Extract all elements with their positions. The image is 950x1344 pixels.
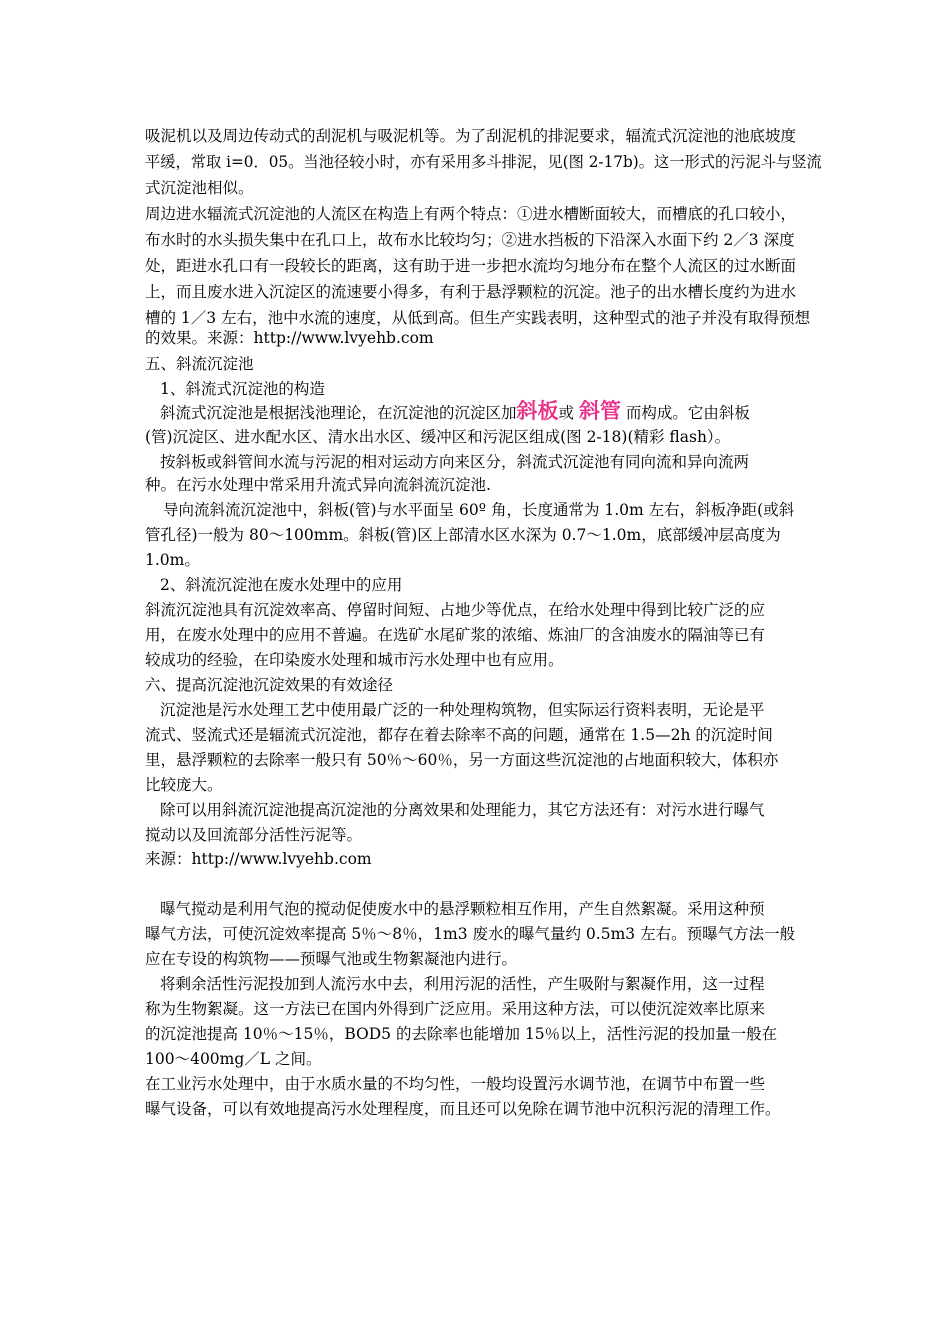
section-heading-6: 六、提高沉淀池沉淀效果的有效途径 xyxy=(145,676,394,694)
paragraph-line: 曝气方法，可使沉淀效率提高 5％～8％，1m3 废水的曝气量约 0.5m3 左右。预曝气方法一般 xyxy=(145,925,796,943)
source-line: 来源：http://www.lvyehb.com xyxy=(145,850,372,868)
paragraph-line: 式沉淀池相似。 xyxy=(145,179,254,197)
subsection-heading-5-2: 2、斜流沉淀池在废水处理中的应用 xyxy=(160,576,403,594)
paragraph-line: 的沉淀池提高 10％～15％，BOD5 的去除率也能增加 15％以上，活性污泥的投加量一般在 xyxy=(145,1025,778,1043)
paragraph-text: 斜流式沉淀池是根据浅池理论，在沉淀池的沉淀区加 xyxy=(160,404,517,422)
paragraph-line: 管孔径)一般为 80～100mm。斜板(管)区上部清水区水深为 0.7～1.0m，底部缓冲层高度为 xyxy=(145,526,781,544)
paragraph-line: 将剩余活性污泥投加到人流污水中去，利用污泥的活性，产生吸附与絮凝作用，这一过程 xyxy=(160,975,765,993)
paragraph-line: 平缓，常取 i=0．05。当池径较小时，亦有采用多斗排泥，见(图 2-17b)。这一形式的污泥斗与竖流 xyxy=(145,153,822,171)
paragraph-line: 吸泥机以及周边传动式的刮泥机与吸泥机等。为了刮泥机的排泥要求，辐流式沉淀池的池底坡度 xyxy=(145,127,797,145)
paragraph-line: 1.0m。 xyxy=(145,551,200,569)
paragraph-line-with-highlights xyxy=(160,398,750,424)
paragraph-line: 曝气搅动是利用气泡的搅动促使废水中的悬浮颗粒相互作用，产生自然絮凝。采用这种预 xyxy=(160,900,765,918)
paragraph-line: 在工业污水处理中，由于水质水量的不均匀性，一般均设置污水调节池，在调节中布置一些 xyxy=(145,1075,766,1093)
highlight-keyword-inclined-tube: 斜管 xyxy=(578,399,621,423)
paragraph-line: 上，而且废水进入沉淀区的流速要小得多，有利于悬浮颗粒的沉淀。池子的出水槽长度约为进水 xyxy=(145,283,797,301)
paragraph-line: 称为生物絮凝。这一方法已在国内外得到广泛应用。采用这种方法，可以使沉淀效率比原来 xyxy=(145,1000,766,1018)
paragraph-line: 按斜板或斜管间水流与污泥的相对运动方向来区分，斜流式沉淀池有同向流和异向流两 xyxy=(160,453,750,471)
paragraph-line: 搅动以及回流部分活性污泥等。 xyxy=(145,826,363,844)
source-link-line: 的效果。来源：http://www.lvyehb.com xyxy=(145,329,434,347)
paragraph-line: 导向流斜流沉淀池中，斜板(管)与水平面呈 60º 角，长度通常为 1.0m 左右，斜板净距(或斜 xyxy=(163,501,795,519)
subsection-heading-5-1: 1、斜流式沉淀池的构造 xyxy=(160,380,325,398)
paragraph-line: (管)沉淀区、进水配水区、清水出水区、缓冲区和污泥区组成(图 2-18)(精彩 flash）。 xyxy=(145,428,731,446)
paragraph-line: 斜流沉淀池具有沉淀效率高、停留时间短、占地少等优点，在给水处理中得到比较广泛的应 xyxy=(145,601,766,619)
paragraph-line: 布水时的水头损失集中在孔口上，故布水比较均匀；②进水挡板的下沿深入水面下约 2／3 深度 xyxy=(145,231,795,249)
paragraph-line: 里，悬浮颗粒的去除率一般只有 50％～60％，另一方面这些沉淀池的占地面积较大，体积亦 xyxy=(145,751,779,769)
paragraph-line: 种。在污水处理中常采用升流式异向流斜流沉淀池. xyxy=(145,476,491,494)
paragraph-text: 而构成。它由斜板 xyxy=(620,404,750,422)
paragraph-line: 周边进水辐流式沉淀池的人流区在构造上有两个特点：①进水槽断面较大，而槽底的孔口较小， xyxy=(145,205,797,223)
paragraph-line: 槽的 1／3 左右，池中水流的速度，从低到高。但生产实践表明，这种型式的池子并没有取得预想 xyxy=(145,309,811,327)
paragraph-line: 较成功的经验，在印染废水处理和城市污水处理中也有应用。 xyxy=(145,651,564,669)
paragraph-text: 或 xyxy=(558,404,579,422)
highlight-keyword-inclined-plate: 斜板 xyxy=(516,399,559,423)
paragraph-line: 用，在废水处理中的应用不普遍。在选矿水尾矿浆的浓缩、炼油厂的含油废水的隔油等已有 xyxy=(145,626,766,644)
paragraph-line: 曝气设备，可以有效地提高污水处理程度，而且还可以免除在调节池中沉积污泥的清理工作。 xyxy=(145,1100,781,1118)
paragraph-line: 处，距进水孔口有一段较长的距离，这有助于进一步把水流均匀地分布在整个人流区的过水断面 xyxy=(145,257,797,275)
section-heading-5: 五、斜流沉淀池 xyxy=(145,355,254,373)
paragraph-line: 流式、竖流式还是辐流式沉淀池，都存在着去除率不高的问题，通常在 1.5—2h 的沉淀时间 xyxy=(145,726,773,744)
paragraph-line: 应在专设的构筑物——预曝气池或生物絮凝池内进行。 xyxy=(145,950,518,968)
paragraph-line: 100～400mg／L 之间。 xyxy=(145,1050,322,1068)
paragraph-line: 沉淀池是污水处理工艺中使用最广泛的一种处理构筑物，但实际运行资料表明，无论是平 xyxy=(160,701,765,719)
paragraph-line: 比较庞大。 xyxy=(145,776,223,794)
paragraph-line: 除可以用斜流沉淀池提高沉淀池的分离效果和处理能力，其它方法还有：对污水进行曝气 xyxy=(160,801,765,819)
